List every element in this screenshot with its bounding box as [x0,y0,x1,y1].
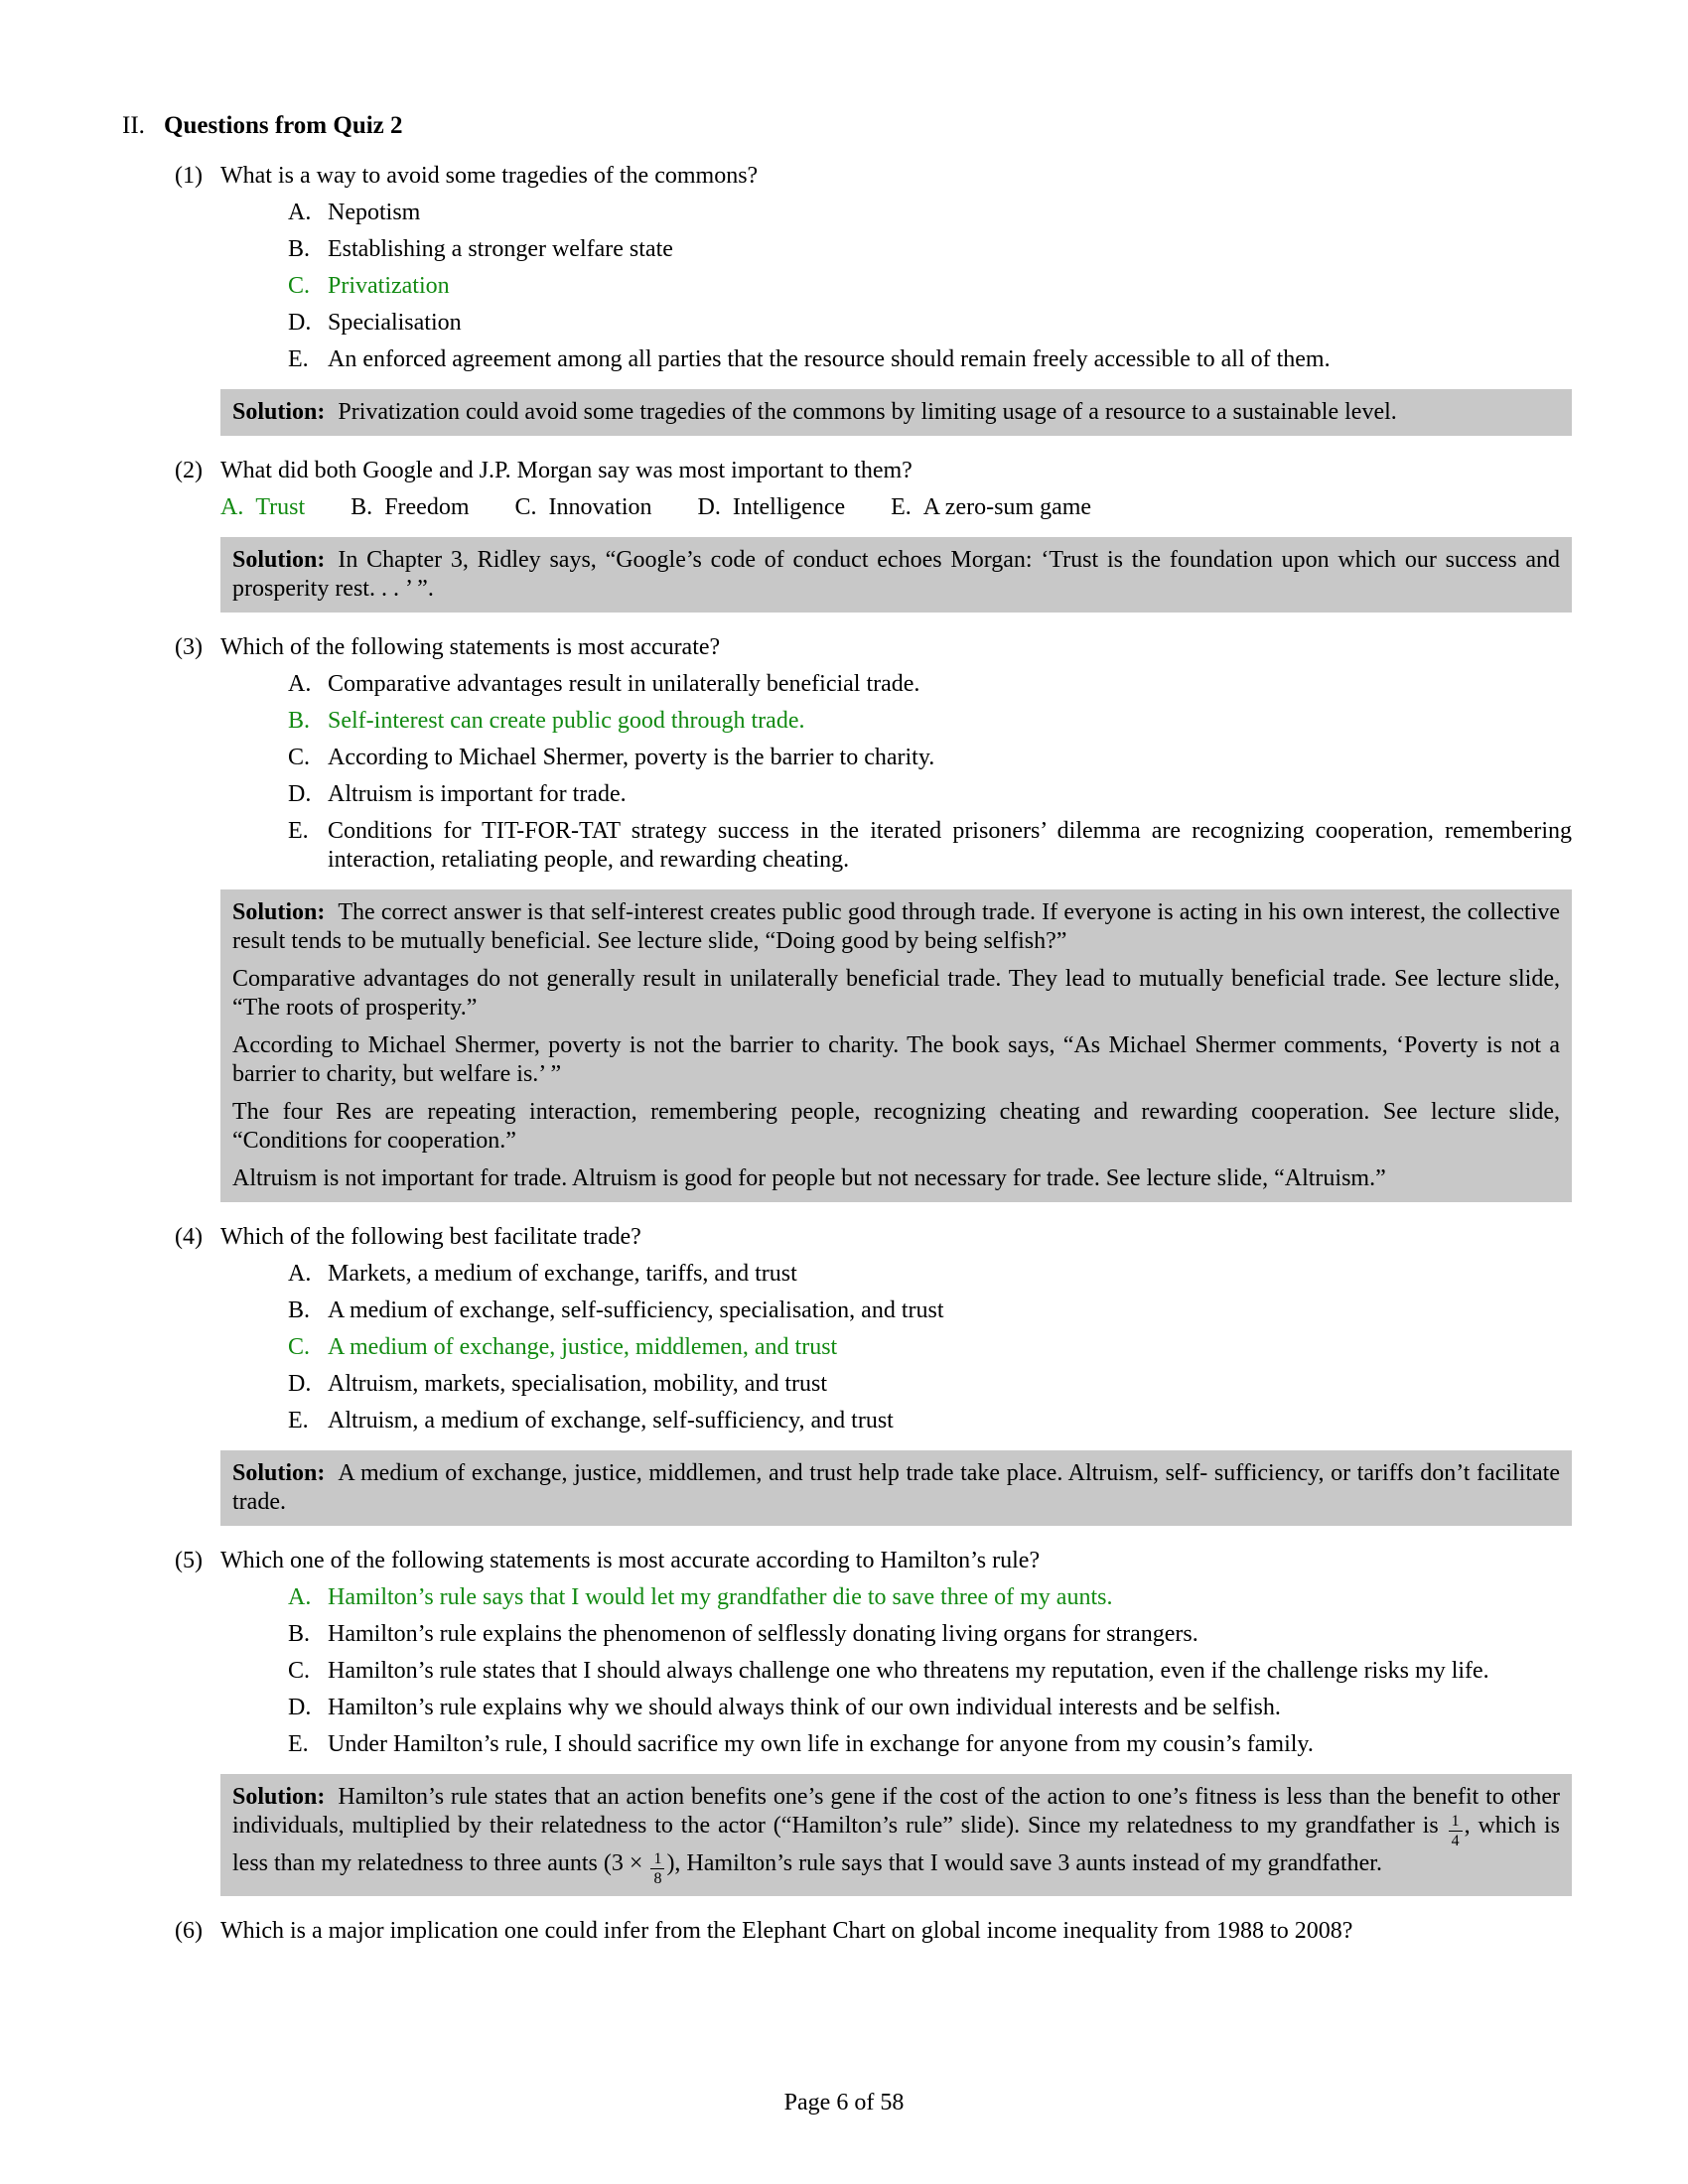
options-list [122,1583,1572,1759]
solution-text: Privatization could avoid some tragedies of the commons by limiting usage of a resource to a sustainable level. [338,399,1397,425]
solution-text: Hamilton’s rule states that an action benefits one’s gene if the cost of the action to one’s fitness is less than the benefit to other individuals, multiplied by their relatedness to the actor (“Hamilton’s rule” slide). Since my relatedness to my grandfather is [232,1784,1560,1839]
solution-label: Solution: [232,1460,326,1486]
options-list [122,670,1572,875]
solution-text: ), Hamilton’s rule says that I would save 3 aunts instead of my grandfather. [666,1850,1382,1877]
option-label: E. [288,1408,309,1433]
solution-paragraph: According to Michael Shermer, poverty is not the barrier to charity. The book says, “As Michael Shermer comments, ‘Poverty is not a barrier to charity, but welfare is.’ ” [232,1032,1560,1087]
question-text: Which of the following statements is most accurate? [220,634,721,660]
option-text: Nepotism [328,200,421,225]
question-text: Which is a major implication one could infer from the Elephant Chart on global income inequality from 1988 to 2008? [220,1918,1353,1945]
option-label: E. [891,494,912,520]
option-text: Under Hamilton’s rule, I should sacrifice my own life in exchange for anyone from my cousin’s family. [328,1731,1314,1757]
question-3 [122,633,1572,1202]
option-text: Hamilton’s rule says that I would let my grandfather die to save three of my aunts. [328,1584,1113,1610]
options-inline-row [122,493,1572,522]
option-item [122,1620,1572,1649]
question-number: (3) [175,634,203,660]
question-4 [122,1223,1572,1526]
page-footer: Page 6 of 58 [783,2090,905,2116]
solution-paragraph [232,898,1560,956]
question-number: (6) [175,1918,203,1945]
question-text: What is a way to avoid some tragedies of the commons? [220,163,759,189]
option-label: B. [288,1297,311,1323]
option-label: A. [288,1261,312,1287]
question-head [122,1917,1572,1946]
option-label: D. [288,1371,312,1397]
solution-text: In Chapter 3, Ridley says, “Google’s code of conduct echoes Morgan: ‘Trust is the foundation upon which our success and prosperity rest. . . ’ ”. [232,547,1560,602]
options-list [122,1260,1572,1435]
option-text: A zero-sum game [922,494,1092,520]
solution-label: Solution: [232,547,326,573]
question-text: Which one of the following statements is most accurate according to Hamilton’s rule? [220,1548,1041,1573]
option-label: D. [288,310,312,336]
option-item-correct [122,707,1572,736]
fraction-one-eighth: $\frac{1}{8}$ [650,1851,664,1887]
solution-label: Solution: [232,399,326,425]
option-text: Conditions for TIT-FOR-TAT strategy success in the iterated prisoners’ dilemma are recognizing cooperation, remembering interaction, retaliating people, and rewarding cheating. [328,818,1572,873]
option-label: A. [288,1584,312,1610]
option-text: A medium of exchange, self-sufficiency, specialisation, and trust [328,1297,944,1323]
solution-paragraph [232,1459,1560,1517]
option-item [122,1370,1572,1399]
option-item [122,345,1572,374]
option-label: A. [220,494,244,520]
option-item [122,780,1572,809]
question-number: (4) [175,1224,203,1250]
option-text: Freedom [384,494,470,520]
option-item [122,670,1572,699]
option-item [698,493,846,522]
option-label: B. [288,1621,311,1647]
option-item-correct [220,493,305,522]
question-2 [122,457,1572,613]
option-item [351,493,469,522]
option-item [122,1730,1572,1759]
question-head [122,1223,1572,1252]
option-item-correct [122,1333,1572,1362]
option-text: Establishing a stronger welfare state [328,236,673,262]
question-text: Which of the following best facilitate trade? [220,1224,641,1250]
option-text: Specialisation [328,310,462,336]
option-text: An enforced agreement among all parties that the resource should remain freely accessible to all of them. [328,346,1331,372]
option-text: Hamilton’s rule explains why we should always think of our own individual interests and be selfish. [328,1695,1281,1720]
option-text: Markets, a medium of exchange, tariffs, and trust [328,1261,797,1287]
option-text: Trust [255,494,306,520]
question-6 [122,1917,1572,1946]
option-item [122,1407,1572,1435]
option-text: Innovation [548,494,652,520]
option-text: Altruism, markets, specialisation, mobility, and trust [328,1371,828,1397]
question-number: (1) [175,163,203,189]
solution-box [220,537,1572,613]
option-label: C. [514,494,537,520]
option-label: C. [288,1334,311,1360]
option-label: E. [288,818,309,844]
option-item [122,744,1572,772]
solution-paragraph: Altruism is not important for trade. Altruism is good for people but not necessary for trade. See lecture slide, “Altruism.” [232,1165,1386,1191]
option-label: D. [288,781,312,807]
fraction-one-quarter: $\frac{1}{4}$ [1449,1814,1463,1849]
option-item [122,1297,1572,1325]
section-number: II. [122,112,145,139]
option-item [122,1694,1572,1722]
option-label: B. [351,494,373,520]
option-label: C. [288,273,311,299]
solution-paragraph: The four Res are repeating interaction, remembering people, recognizing cheating and rewarding cooperation. See lecture slide, “Conditions for cooperation.” [232,1099,1560,1154]
solution-box [220,889,1572,1202]
solution-label: Solution: [232,1784,326,1810]
solution-paragraph: Comparative advantages do not generally result in unilaterally beneficial trade. They lead to mutually beneficial trade. See lecture slide, “The roots of prosperity.” [232,966,1560,1021]
option-text: Hamilton’s rule states that I should always challenge one who threatens my reputation, even if the challenge risks my life. [328,1658,1489,1684]
question-head [122,633,1572,662]
option-item-correct [122,1583,1572,1612]
solution-box [220,1450,1572,1526]
solution-label: Solution: [232,899,326,925]
option-text: Intelligence [732,494,846,520]
option-label: C. [288,745,311,770]
option-item [122,1657,1572,1686]
option-item [122,235,1572,264]
option-item-correct [122,272,1572,301]
option-label: D. [288,1695,312,1720]
option-label: E. [288,346,309,372]
option-text: Comparative advantages result in unilaterally beneficial trade. [328,671,920,697]
option-item [122,309,1572,338]
option-item [515,493,652,522]
option-text: Altruism, a medium of exchange, self-sufficiency, and trust [328,1408,894,1433]
option-text: Self-interest can create public good through trade. [328,708,805,734]
option-item [122,1260,1572,1289]
options-list [122,199,1572,374]
section-title: Questions from Quiz 2 [164,112,403,139]
section-heading [122,111,1572,141]
question-5 [122,1547,1572,1896]
solution-paragraph [232,1783,1560,1887]
question-1 [122,162,1572,436]
option-item [891,493,1091,522]
solution-text: , which is less than my relatedness to three aunts (3 × [232,1813,1560,1877]
option-label: B. [288,708,311,734]
question-head [122,457,1572,485]
question-number: (5) [175,1548,203,1573]
option-text: According to Michael Shermer, poverty is the barrier to charity. [328,745,935,770]
question-text: What did both Google and J.P. Morgan say was most important to them? [220,458,913,483]
option-item [122,817,1572,875]
solution-text: The correct answer is that self-interest creates public good through trade. If everyone is acting in his own interest, the collective result tends to be mutually beneficial. See lecture slide, “Doing good by being selfish?” [232,899,1560,954]
option-label: A. [288,200,312,225]
question-head [122,1547,1572,1575]
option-label: E. [288,1731,309,1757]
option-item [122,199,1572,227]
solution-paragraph [232,398,1560,427]
option-text: Privatization [328,273,450,299]
option-label: B. [288,236,311,262]
question-number: (2) [175,458,203,483]
solution-text: A medium of exchange, justice, middlemen, and trust help trade take place. Altruism, self- sufficiency, or tariffs don’t facilitate trade. [232,1460,1560,1515]
question-head [122,162,1572,191]
solution-box [220,389,1572,436]
option-text: Altruism is important for trade. [328,781,627,807]
option-text: Hamilton’s rule explains the phenomenon of selflessly donating living organs for strangers. [328,1621,1198,1647]
option-label: D. [697,494,721,520]
solution-box [220,1774,1572,1896]
option-label: A. [288,671,312,697]
solution-paragraph [232,546,1560,604]
page-content [122,111,1572,1946]
option-label: C. [288,1658,311,1684]
option-text: A medium of exchange, justice, middlemen, and trust [328,1334,838,1360]
